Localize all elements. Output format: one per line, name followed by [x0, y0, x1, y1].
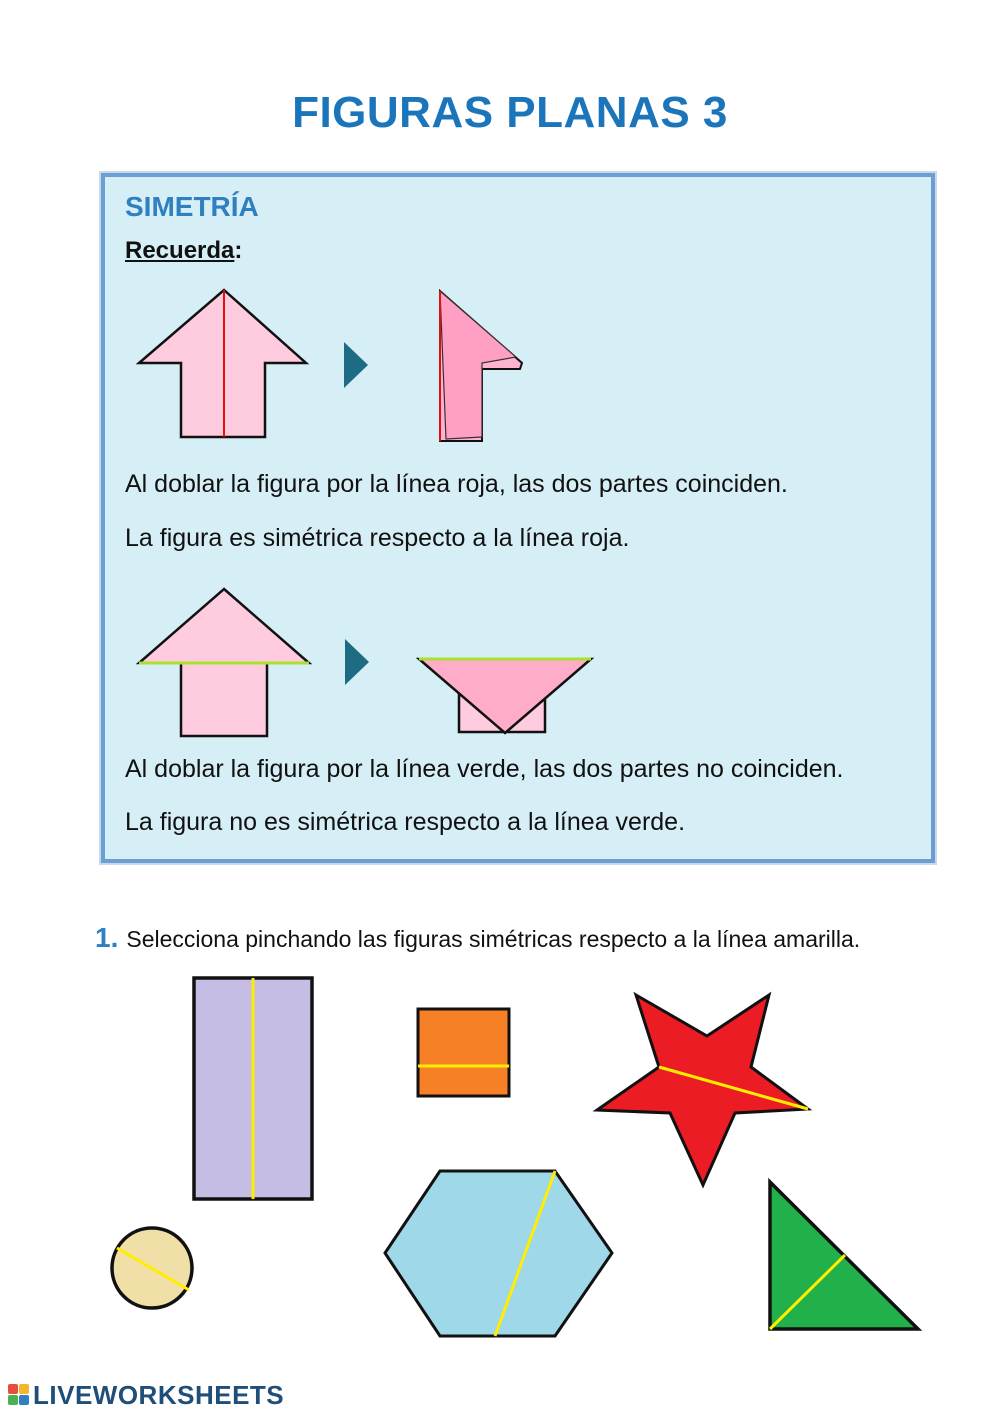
arrow-right-icon: [343, 637, 373, 687]
recuerda-colon: :: [234, 237, 243, 264]
house-figure-horizontal-axis: [135, 587, 315, 742]
star-shape[interactable]: [597, 995, 808, 1185]
info-box-heading: SIMETRÍA: [125, 191, 259, 222]
example2-line1: Al doblar la figura por la línea verde, las dos partes no coinciden.: [125, 755, 844, 783]
liveworksheets-logo: [8, 1378, 284, 1412]
page-title: FIGURAS PLANAS 3: [292, 88, 728, 137]
arrow-figure-vertical-axis: [133, 287, 313, 442]
circle-shape[interactable]: [112, 1228, 192, 1308]
hexagon-shape[interactable]: [385, 1171, 612, 1336]
example1-line1: Al doblar la figura por la línea roja, las dos partes coinciden.: [125, 470, 788, 498]
recuerda-label: Recuerda: [125, 237, 235, 264]
logo-icon: [8, 1384, 30, 1406]
example2-line2: La figura no es simétrica respecto a la línea verde.: [125, 808, 686, 836]
folded-arrow-figure: [430, 289, 530, 447]
rectangle-shape[interactable]: [194, 978, 312, 1199]
arrow-right-icon: [342, 340, 372, 390]
exercise-instruction: [95, 922, 860, 954]
brand-name: LIVEWORKSHEETS: [33, 1379, 285, 1410]
exercise-text: Selecciona pinchando las figuras simétricas respecto a la línea amarilla.: [126, 926, 861, 952]
exercise-number: 1.: [95, 922, 119, 953]
example1-line2: La figura es simétrica respecto a la línea roja.: [125, 524, 630, 552]
info-box: [101, 173, 935, 863]
info-box-subheading: [125, 237, 242, 265]
square-shape[interactable]: [418, 1009, 509, 1096]
folded-house-figure: [415, 657, 595, 737]
triangle-shape[interactable]: [770, 1182, 918, 1329]
